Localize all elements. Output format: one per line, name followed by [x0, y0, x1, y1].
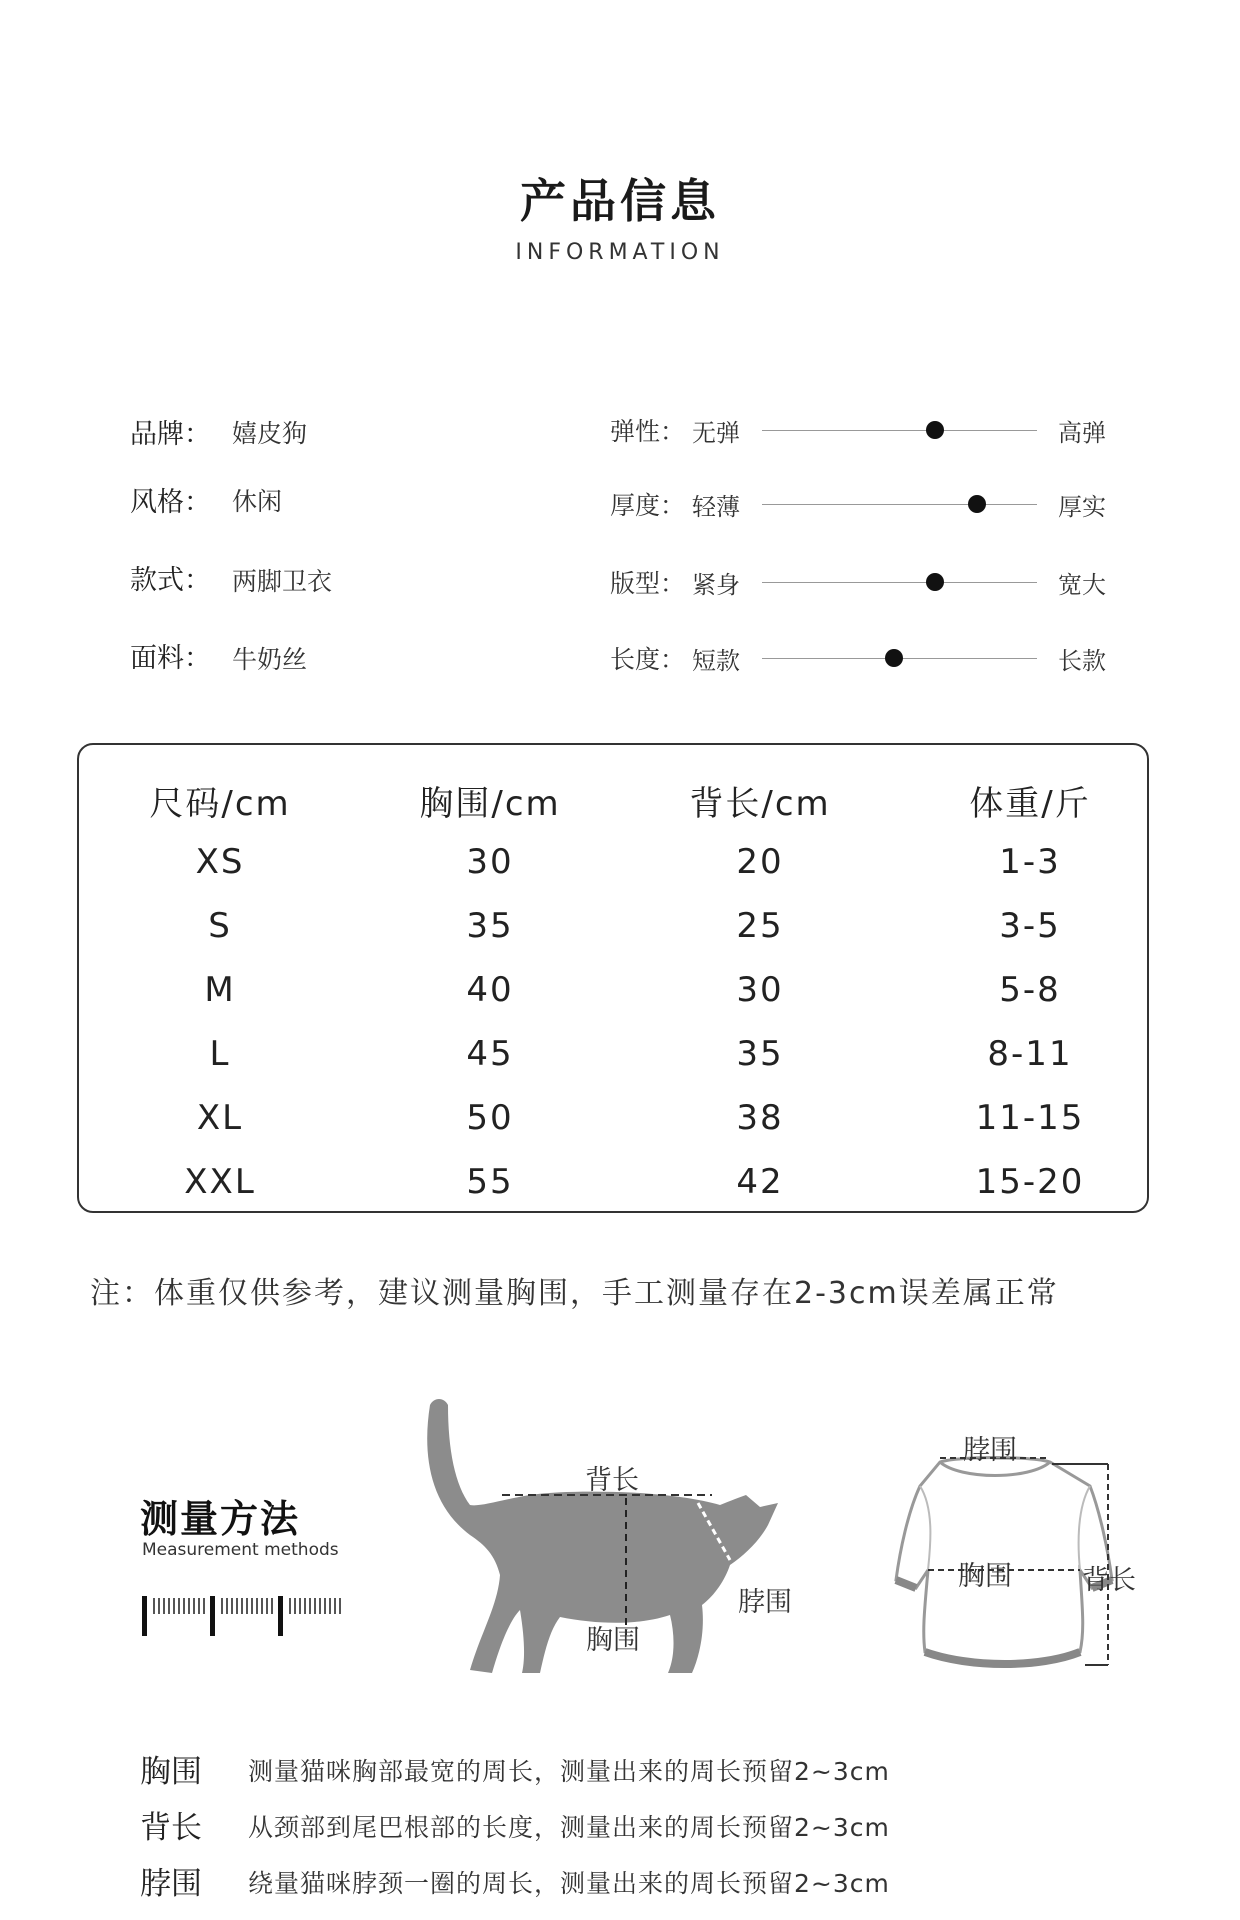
table-cell: 45	[466, 1034, 514, 1074]
scale-high-label: 高弹	[1058, 419, 1106, 447]
table-cell: L	[209, 1034, 231, 1074]
attribute-label: 品牌：	[130, 419, 211, 450]
shirt-chest-label: 胸围	[958, 1561, 1012, 1592]
measure-title: 测量方法	[140, 1497, 301, 1541]
definition-term: 胸围	[140, 1754, 202, 1790]
table-cell: 15-20	[975, 1162, 1085, 1202]
table-header: 体重/斤	[969, 784, 1091, 824]
page-title: 产品信息	[520, 174, 720, 228]
shirt-neck-label: 脖围	[963, 1435, 1017, 1466]
attribute-value: 休闲	[232, 487, 283, 516]
table-cell: 50	[466, 1098, 514, 1138]
scale-label: 长度：	[610, 645, 686, 674]
table-cell: 11-15	[975, 1098, 1085, 1138]
scale-high-label: 宽大	[1058, 571, 1106, 599]
table-cell: 40	[466, 970, 514, 1010]
table-cell: 25	[736, 906, 784, 946]
ruler-icon	[140, 1596, 350, 1638]
definition-text: 从颈部到尾巴根部的长度，测量出来的周长预留2~3cm	[248, 1813, 890, 1842]
table-cell: 8-11	[987, 1034, 1073, 1074]
scale-marker	[968, 495, 986, 513]
table-header: 胸围/cm	[419, 784, 561, 824]
scale-track	[762, 582, 1037, 583]
scale-track	[762, 504, 1037, 505]
table-cell: 35	[466, 906, 514, 946]
size-note: 注：体重仅供参考，建议测量胸围，手工测量存在2-3cm误差属正常	[90, 1276, 1059, 1311]
table-cell: 5-8	[999, 970, 1061, 1010]
definition-term: 脖围	[140, 1866, 202, 1902]
table-cell: 1-3	[999, 842, 1061, 882]
table-cell: 20	[736, 842, 784, 882]
table-cell: 38	[736, 1098, 784, 1138]
page-subtitle: INFORMATION	[515, 240, 725, 265]
definition-text: 绕量猫咪脖颈一圈的周长，测量出来的周长预留2~3cm	[248, 1869, 890, 1898]
definition-term: 背长	[140, 1810, 202, 1846]
table-cell: 3-5	[999, 906, 1061, 946]
table-header: 尺码/cm	[149, 784, 291, 824]
scale-label: 版型：	[610, 569, 686, 598]
table-cell: XS	[195, 842, 245, 882]
scale-label: 厚度：	[610, 491, 686, 520]
attribute-value: 嬉皮狗	[232, 419, 308, 448]
attribute-label: 面料：	[130, 643, 211, 674]
scale-marker	[926, 421, 944, 439]
scale-marker	[885, 649, 903, 667]
shirt-back-label: 背长	[1082, 1565, 1136, 1596]
scale-high-label: 长款	[1058, 647, 1106, 675]
attribute-label: 款式：	[130, 565, 211, 596]
table-cell: 30	[736, 970, 784, 1010]
table-cell: S	[208, 906, 232, 946]
attribute-value: 牛奶丝	[232, 645, 308, 674]
attribute-value: 两脚卫衣	[232, 567, 333, 596]
table-cell: 35	[736, 1034, 784, 1074]
table-cell: 42	[736, 1162, 784, 1202]
scale-high-label: 厚实	[1058, 493, 1106, 521]
cat-neck-label: 脖围	[738, 1587, 792, 1618]
scale-low-label: 紧身	[692, 571, 740, 599]
scale-marker	[926, 573, 944, 591]
table-cell: XL	[196, 1098, 244, 1138]
table-cell: 30	[466, 842, 514, 882]
measure-subtitle: Measurement methods	[142, 1540, 339, 1560]
scale-low-label: 无弹	[692, 419, 740, 447]
scale-track	[762, 430, 1037, 431]
table-cell: XXL	[184, 1162, 256, 1202]
table-cell: M	[204, 970, 236, 1010]
definition-text: 测量猫咪胸部最宽的周长，测量出来的周长预留2~3cm	[248, 1757, 890, 1786]
table-cell: 55	[466, 1162, 514, 1202]
attribute-label: 风格：	[130, 487, 211, 518]
scale-label: 弹性：	[610, 417, 686, 446]
table-header: 背长/cm	[689, 784, 831, 824]
scale-low-label: 短款	[692, 647, 740, 675]
cat-chest-label: 胸围	[586, 1625, 640, 1656]
cat-back-label: 背长	[585, 1465, 639, 1496]
scale-low-label: 轻薄	[692, 493, 740, 521]
